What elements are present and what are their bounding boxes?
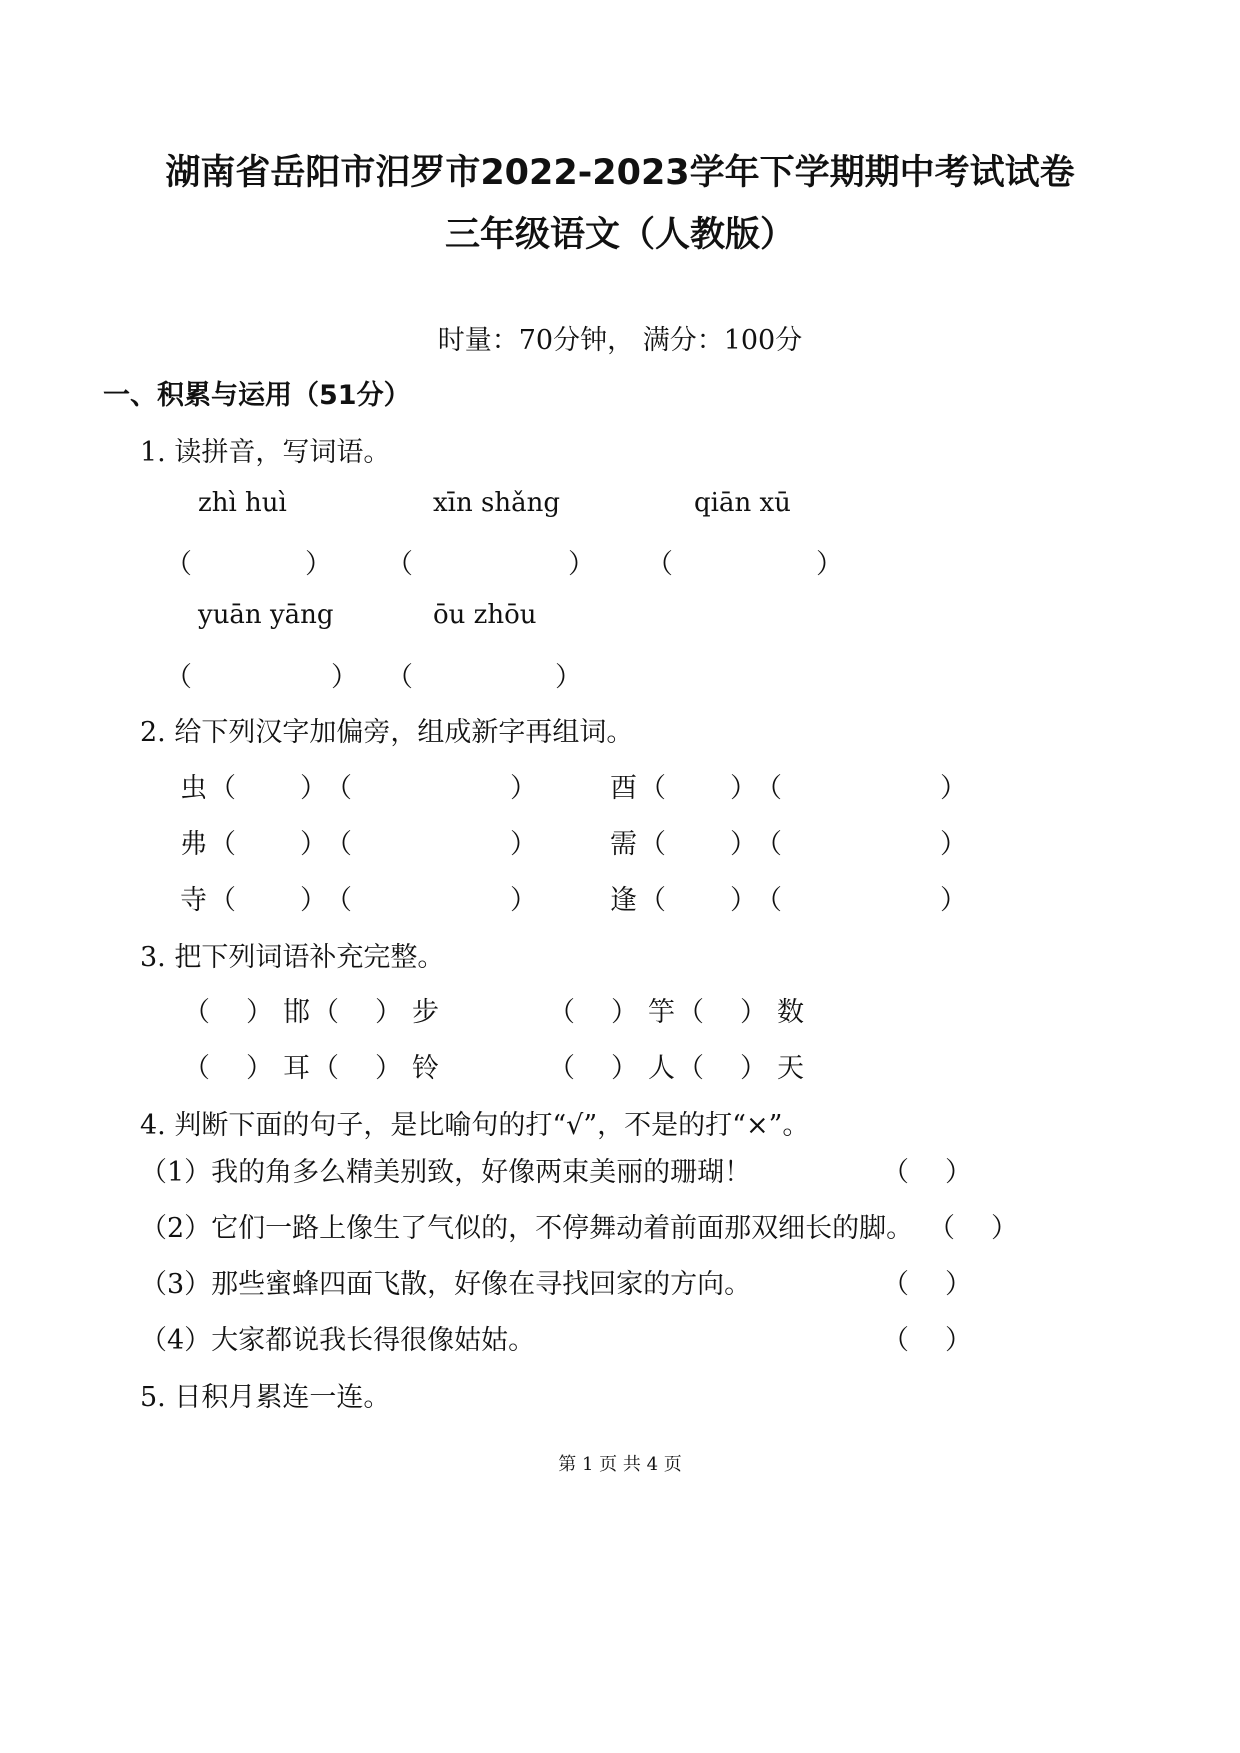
answer-paren-close: ） bbox=[730, 829, 757, 860]
idiom-char: 步 bbox=[412, 997, 439, 1028]
idiom-char: 邯 bbox=[283, 997, 310, 1028]
answer-paren-open: （ bbox=[209, 829, 236, 860]
answer-paren-open: （ bbox=[548, 1053, 575, 1084]
answer-paren-open: （ bbox=[548, 997, 575, 1028]
answer-paren-close: ） bbox=[740, 1053, 767, 1084]
section-heading: 一、积累与运用（51分） bbox=[103, 380, 411, 411]
idiom-char: 竽 bbox=[648, 997, 675, 1028]
answer-paren-open: （ bbox=[183, 1053, 210, 1084]
answer-paren-open: （ bbox=[386, 662, 413, 693]
answer-paren-close: ） bbox=[300, 829, 327, 860]
answer-paren-close: ） bbox=[611, 997, 638, 1028]
page-footer: 第 1 页 共 4 页 bbox=[558, 1454, 682, 1475]
answer-paren-close: ） bbox=[945, 1157, 972, 1188]
answer-paren-open: （ bbox=[325, 829, 352, 860]
radical-char: 虫 bbox=[180, 773, 207, 804]
answer-paren-close: ） bbox=[510, 885, 537, 916]
answer-paren-close: ） bbox=[246, 1053, 273, 1084]
answer-paren-close: ） bbox=[730, 773, 757, 804]
question-1-prompt: 1. 读拼音，写词语。 bbox=[140, 437, 391, 468]
answer-paren-close: ） bbox=[375, 1053, 402, 1084]
idiom-char: 数 bbox=[777, 997, 804, 1028]
answer-paren-close: ） bbox=[305, 549, 332, 580]
answer-paren-open: （ bbox=[755, 885, 782, 916]
exam-subtitle: 三年级语文（人教版） bbox=[444, 215, 795, 255]
exam-title: 湖南省岳阳市汨罗市2022-2023学年下学期期中考试试卷 bbox=[165, 153, 1075, 193]
answer-paren-open: （ bbox=[639, 773, 666, 804]
answer-paren-close: ） bbox=[940, 885, 967, 916]
answer-paren-close: ） bbox=[816, 549, 843, 580]
answer-paren-open: （ bbox=[882, 1157, 909, 1188]
idiom-char: 耳 bbox=[283, 1053, 310, 1084]
idiom-char: 天 bbox=[777, 1053, 804, 1084]
answer-paren-close: ） bbox=[246, 997, 273, 1028]
answer-paren-close: ） bbox=[611, 1053, 638, 1084]
answer-paren-close: ） bbox=[991, 1213, 1018, 1244]
exam-info: 时量：70分钟， 满分：100分 bbox=[437, 325, 803, 356]
answer-paren-close: ） bbox=[510, 829, 537, 860]
answer-paren-open: （ bbox=[639, 885, 666, 916]
judgement-item: （1）我的角多么精美别致，好像两束美丽的珊瑚！ bbox=[140, 1157, 752, 1188]
answer-paren-close: ） bbox=[375, 997, 402, 1028]
question-3-prompt: 3. 把下列词语补充完整。 bbox=[140, 942, 445, 973]
answer-paren-open: （ bbox=[325, 773, 352, 804]
answer-paren-close: ） bbox=[940, 773, 967, 804]
radical-char: 需 bbox=[610, 829, 637, 860]
answer-paren-open: （ bbox=[646, 549, 673, 580]
answer-paren-close: ） bbox=[740, 997, 767, 1028]
answer-paren-open: （ bbox=[183, 997, 210, 1028]
judgement-item: （4）大家都说我长得很像姑姑。 bbox=[140, 1325, 536, 1356]
answer-paren-close: ） bbox=[510, 773, 537, 804]
answer-paren-open: （ bbox=[677, 1053, 704, 1084]
answer-paren-open: （ bbox=[386, 549, 413, 580]
pinyin-4: yuān yāng bbox=[198, 600, 334, 630]
answer-paren-open: （ bbox=[882, 1269, 909, 1300]
radical-char: 逢 bbox=[610, 885, 637, 916]
answer-paren-open: （ bbox=[928, 1213, 955, 1244]
answer-paren-open: （ bbox=[209, 885, 236, 916]
judgement-item: （3）那些蜜蜂四面飞散，好像在寻找回家的方向。 bbox=[140, 1269, 752, 1300]
answer-paren-open: （ bbox=[312, 997, 339, 1028]
answer-paren-open: （ bbox=[325, 885, 352, 916]
idiom-char: 铃 bbox=[412, 1053, 439, 1084]
radical-char: 酉 bbox=[610, 773, 637, 804]
answer-paren-open: （ bbox=[165, 662, 192, 693]
pinyin-2: xīn shǎng bbox=[433, 488, 560, 518]
answer-paren-close: ） bbox=[945, 1269, 972, 1300]
question-2-prompt: 2. 给下列汉字加偏旁，组成新字再组词。 bbox=[140, 717, 634, 748]
pinyin-5: ōu zhōu bbox=[433, 600, 537, 630]
idiom-char: 人 bbox=[648, 1053, 675, 1084]
answer-paren-open: （ bbox=[882, 1325, 909, 1356]
radical-char: 寺 bbox=[180, 885, 207, 916]
pinyin-1: zhì huì bbox=[198, 488, 287, 518]
pinyin-3: qiān xū bbox=[694, 488, 791, 518]
answer-paren-open: （ bbox=[639, 829, 666, 860]
question-4-prompt: 4. 判断下面的句子，是比喻句的打“√”，不是的打“×”。 bbox=[140, 1110, 810, 1141]
answer-paren-close: ） bbox=[331, 662, 358, 693]
answer-paren-open: （ bbox=[755, 773, 782, 804]
question-5-prompt: 5. 日积月累连一连。 bbox=[140, 1382, 391, 1413]
answer-paren-close: ） bbox=[945, 1325, 972, 1356]
answer-paren-open: （ bbox=[677, 997, 704, 1028]
answer-paren-close: ） bbox=[568, 549, 595, 580]
radical-char: 弗 bbox=[180, 829, 207, 860]
answer-paren-close: ） bbox=[940, 829, 967, 860]
answer-paren-open: （ bbox=[209, 773, 236, 804]
answer-paren-close: ） bbox=[730, 885, 757, 916]
judgement-item: （2）它们一路上像生了气似的，不停舞动着前面那双细长的脚。 bbox=[140, 1213, 914, 1244]
answer-paren-close: ） bbox=[300, 773, 327, 804]
answer-paren-open: （ bbox=[755, 829, 782, 860]
answer-paren-open: （ bbox=[312, 1053, 339, 1084]
answer-paren-close: ） bbox=[555, 662, 582, 693]
answer-paren-open: （ bbox=[165, 549, 192, 580]
answer-paren-close: ） bbox=[300, 885, 327, 916]
